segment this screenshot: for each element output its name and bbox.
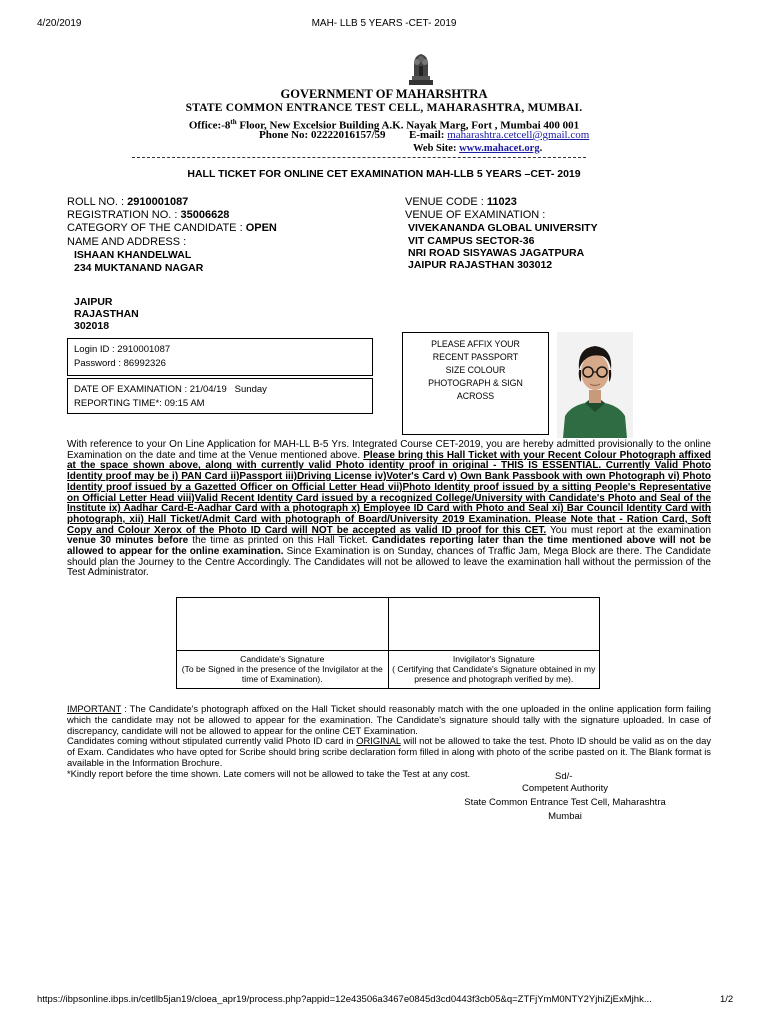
authority-sd: Sd/-	[555, 771, 573, 782]
instr-time: the time as printed on this Hall Ticket.	[188, 535, 372, 547]
office-pre: Office:-8	[188, 119, 231, 132]
contact-line	[259, 129, 589, 141]
address-line-7: 302018	[74, 320, 110, 332]
affix-line-1: PLEASE AFFIX YOUR	[431, 339, 520, 349]
photo-affix-box	[402, 332, 549, 435]
important-text-3: *Kindly report before the time shown. Late comers will not be allowed to take the Test at any cost.	[67, 767, 471, 779]
important-text-1: : The Candidate's photograph affixed on the Hall Ticket should reasonably match with the one uploaded in the online application form failing which the candidate may not be allowed to appear for the examination. The Candidate's signature should tally with the signature uploaded. In case of discrepancy, candidate will not be allowed to appear for the online CET Examination.	[67, 703, 711, 736]
venue-label: VENUE OF EXAMINATION :	[405, 209, 546, 221]
reg-label: REGISTRATION NO. :	[67, 209, 178, 221]
roll-value: 2910001087	[127, 196, 189, 208]
print-page-number: 1/2	[720, 994, 734, 1005]
venue-code-row	[405, 196, 517, 209]
reporting-time: REPORTING TIME*: 09:15 AM	[74, 398, 205, 409]
authority-line-1: Competent Authority	[521, 783, 609, 794]
login-box	[67, 338, 373, 376]
address-line-5: JAIPUR	[74, 296, 113, 308]
web-link[interactable]: www.mahacet.org	[459, 143, 540, 154]
affix-line-4: PHOTOGRAPH & SIGN	[428, 378, 523, 388]
name-label: NAME AND ADDRESS :	[67, 236, 187, 248]
roll-row	[67, 196, 188, 209]
candidate-signature-note: (To be Signed in the presence of the Invigilator at the time of Examination).	[181, 664, 383, 684]
ticket-title: HALL TICKET FOR ONLINE CET EXAMINATION MAH-LLB 5 YEARS –CET- 2019	[187, 168, 581, 180]
web-label: Web Site:	[413, 143, 460, 154]
instr-report: You must report at the examination	[546, 524, 711, 536]
category-label: CATEGORY OF THE CANDIDATE :	[67, 222, 243, 234]
candidate-signature-cell	[177, 651, 389, 689]
cell-title: STATE COMMON ENTRANCE TEST CELL, MAHARASHTRA, MUMBAI.	[185, 102, 583, 114]
invigilator-signature-title: Invigilator's Signature	[452, 654, 535, 664]
invigilator-signature-cell	[388, 651, 599, 689]
signature-table	[176, 597, 600, 689]
invigilator-signature-space	[388, 598, 599, 651]
candidate-photo	[557, 332, 633, 438]
instr-intro: With reference to your On Line Application for MAH-LL B-5 Yrs. Integrated Course CET-2019, you are hereby admitted provisionally to the online Examination on the date and time at the Venue mentioned above.	[67, 439, 711, 461]
address-line-6: RAJASTHAN	[74, 308, 139, 320]
affix-line-5: ACROSS	[456, 391, 495, 401]
exam-box	[67, 378, 373, 414]
instr-30min: venue 30 minutes before	[67, 535, 189, 547]
important-label: IMPORTANT	[67, 703, 122, 714]
important-notes	[67, 704, 711, 780]
print-url: https://ibpsonline.ibps.in/cetllb5jan19/cloea_apr19/process.php?appid=12e43506a3467e0845d3cd0443f3cb05&q=ZTFjYmM0NTY2YjhiZjExMjhk...	[37, 994, 652, 1005]
instructions-paragraph	[67, 440, 711, 579]
print-title: MAH- LLB 5 YEARS -CET- 2019	[311, 18, 457, 29]
authority-line-3: Mumbai	[548, 811, 582, 822]
instr-sunday: Since Examination is on Sunday, chances of Traffic Jam, Mega Block are there. The Candidate should plan the Journey to the Centre Accordingly. The Candidates will not be allowed to leave the examination hall without the permission of the Test Administrator.	[67, 546, 711, 579]
candidate-signature-title: Candidate's Signature	[240, 654, 325, 664]
password: Password : 86992326	[74, 358, 166, 369]
venue-code-value: 11023	[486, 196, 517, 208]
gov-title: GOVERNMENT OF MAHARSHTRA	[280, 87, 488, 101]
email-link[interactable]: maharashtra.cetcell@gmail.com	[447, 129, 590, 141]
affix-line-2: RECENT PASSPORT	[432, 352, 519, 362]
address-line-1: ISHAAN KHANDELWAL	[74, 249, 192, 261]
print-date: 4/20/2019	[37, 18, 82, 29]
candidate-signature-space	[177, 598, 389, 651]
category-row	[67, 222, 277, 235]
email-label: E-mail:	[409, 129, 448, 141]
venue-line-1: VIVEKANANDA GLOBAL UNIVERSITY	[408, 222, 598, 234]
venue-code-label: VENUE CODE :	[405, 196, 484, 208]
reg-row	[67, 209, 229, 222]
affix-line-3: SIZE COLOUR	[445, 365, 506, 375]
venue-line-2: VIT CAMPUS SECTOR-36	[408, 235, 535, 247]
state-emblem-icon	[406, 52, 436, 86]
roll-label: ROLL NO. :	[67, 196, 125, 208]
venue-line-3: NRI ROAD SISYAWAS JAGATPURA	[408, 247, 585, 259]
website-line	[413, 143, 542, 154]
authority-block	[450, 782, 680, 824]
phone: Phone No: 02222016157/59	[259, 129, 386, 141]
reg-value: 35006628	[180, 209, 230, 221]
address-line-2: 234 MUKTANAND NAGAR	[74, 262, 204, 274]
login-id: Login ID : 2910001087	[74, 344, 171, 355]
authority-line-2: State Common Entrance Test Cell, Maharashtra	[464, 797, 666, 808]
office-sup: th	[230, 118, 237, 126]
exam-date: DATE OF EXAMINATION : 21/04/19 Sunday	[74, 384, 267, 395]
header-separator	[132, 157, 586, 158]
important-original: ORIGINAL	[356, 735, 401, 747]
important-text-2c: will not be allowed to take the test. Photo ID should be valid as on the day of Exam. Candidates who have opted for Scribe should bring scribe declaration form filled in along with photo of the scribe pasted on it. The Blank format is available in the Information Brochure.	[67, 735, 712, 768]
office-post: Floor, New Excelsior Building A.K. Nayak Marg, Fort , Mumbai 400 001	[236, 119, 580, 132]
web-tail: .	[539, 143, 543, 154]
instr-id-proof: Please bring this Hall Ticket with your Recent Colour Photograph affixed at the space shown above, along with currently valid Photo identity proof in original - THIS IS ESSENTIAL. Currently Valid Photo Identity proof may be i) PAN Card ii)Passport iii)Driving License iv)Voter's Card v) Own Bank Passbook with own Photograph vi) Photo Identity proof issued by a Gazetted Officer on Official Letter Head vii)Photo Identity proof issued by a sitting People's Representative on Official Letter Head viii)Valid Recent Identity Card issued by a recognized College/University with Candidate's Photo and Seal of the Institute ix) Aadhar Card-E-Aadhar Card with a photograph x) Employee ID Card with Photo and Seal xi) Bar Council Identity Card with photograph, xii) Hall Ticket/Admit Card with photograph of Board/University 2019 Examination. Please Note that - Ration Card, Soft Copy and Colour Xerox of the Photo ID Card will NOT be accepted as valid ID proof for this CET.	[67, 449, 712, 536]
venue-line-4: JAIPUR RAJASTHAN 303012	[408, 259, 553, 271]
instr-late: Candidates reporting later than the time mentioned above will not be allowed to appear for the online examination.	[67, 535, 712, 558]
invigilator-signature-note: ( Certifying that Candidate's Signature obtained in my presence and photograph verified by me).	[392, 664, 596, 684]
important-text-2a: Candidates coming without stipulated currently valid Photo ID card in	[67, 735, 357, 747]
category-value: OPEN	[245, 222, 277, 234]
